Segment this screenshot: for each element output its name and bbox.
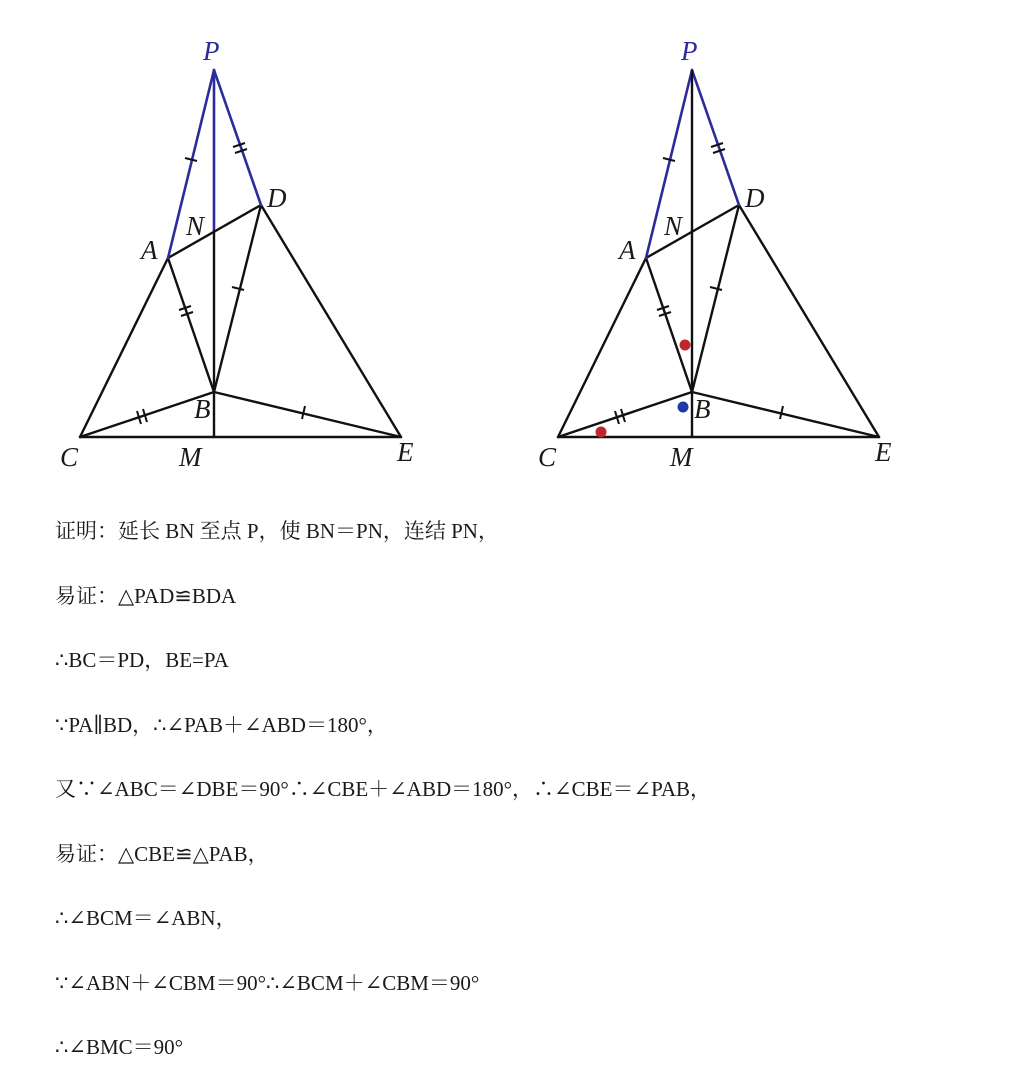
proof-line-9: ∴∠BMC＝90° <box>55 1035 184 1059</box>
segment-AC <box>558 258 646 437</box>
segment-BE <box>214 392 401 437</box>
label-B: B <box>694 394 711 424</box>
label-C: C <box>60 442 79 472</box>
segment-PD <box>214 70 261 205</box>
tick-DB <box>710 287 722 290</box>
proof-text <box>55 506 995 1087</box>
label-A: A <box>141 235 158 265</box>
label-D: D <box>267 183 287 213</box>
left-geometry-svg <box>0 0 505 490</box>
label-P: P <box>203 36 220 66</box>
label-P: P <box>681 36 698 66</box>
proof-line-3: ∴BC＝PD，BE=PA <box>55 648 229 672</box>
right-geometry-svg <box>478 0 983 490</box>
proof-line-4: ∵PA∥BD，∴∠PAB＋∠ABD＝180°， <box>55 712 388 737</box>
label-D: D <box>745 183 765 213</box>
proof-line-1: 证明：延长 BN 至点 P，使 BN＝PN，连结 PN， <box>55 519 499 543</box>
label-E: E <box>397 437 414 467</box>
label-M: M <box>670 442 693 472</box>
label-N: N <box>664 211 683 241</box>
segment-DB <box>692 205 739 392</box>
red-angle-dot-BAN <box>680 340 691 351</box>
proof-line-6: 易证：△CBE≌△PAB， <box>55 841 269 866</box>
label-C: C <box>538 442 557 472</box>
left-figure <box>0 0 505 490</box>
label-M: M <box>179 442 202 472</box>
segment-DB <box>214 205 261 392</box>
label-N: N <box>186 211 205 241</box>
segment-AB <box>646 258 692 392</box>
segment-DE <box>739 205 879 437</box>
segment-BE <box>692 392 879 437</box>
segment-AC <box>80 258 168 437</box>
label-B: B <box>194 394 211 424</box>
proof-line-5: 又∵∠ABC＝∠DBE＝90°∴∠CBE＋∠ABD＝180°，∴∠CBE＝∠PAB， <box>55 777 711 801</box>
label-A: A <box>619 235 636 265</box>
right-figure <box>478 0 983 490</box>
segment-PD <box>692 70 739 205</box>
proof-line-8: ∵∠ABN＋∠CBM＝90°∴∠BCM＋∠CBM＝90° <box>55 970 480 995</box>
proof-line-7: ∴∠BCM＝∠ABN， <box>55 906 237 930</box>
segment-DE <box>261 205 401 437</box>
tick-DB <box>232 287 244 290</box>
proof-line-2: 易证：△PAD≌BDA <box>55 583 237 608</box>
segment-AB <box>168 258 214 392</box>
red-angle-dot-BCM <box>596 427 607 438</box>
blue-angle-dot-ABC <box>678 402 689 413</box>
label-E: E <box>875 437 892 467</box>
